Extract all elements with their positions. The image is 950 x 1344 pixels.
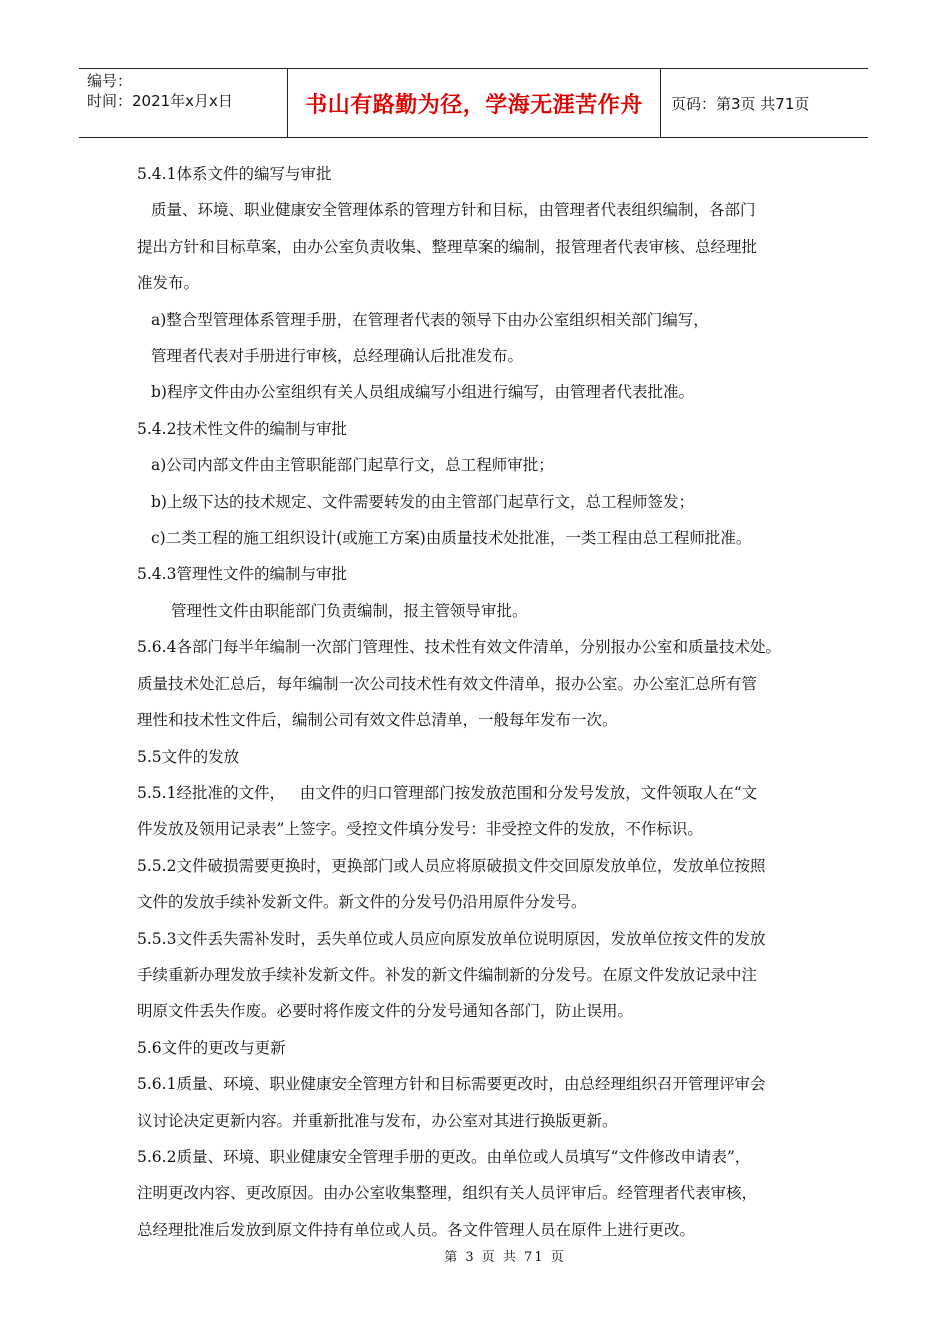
document-body — [137, 156, 817, 1248]
list-item: a)公司内部文件由主管职能部门起草行文，总工程师审批； — [151, 456, 554, 475]
body-line: 议讨论决定更新内容。并重新批准与发布，办公室对其进行换版更新。 — [137, 1111, 618, 1130]
list-item: a)整合型管理体系管理手册，在管理者代表的领导下由办公室组织相关部门编写， — [151, 310, 709, 329]
section-heading: 5.4.2技术性文件的编制与审批 — [137, 419, 347, 438]
page-footer — [0, 1246, 950, 1265]
document-time-label: 时间：2021年x月x日 — [87, 92, 233, 110]
section-heading: 5.5文件的发放 — [137, 747, 240, 766]
body-line: 理性和技术性文件后，编制公司有效文件总清单，一般每年发布一次。 — [137, 711, 618, 730]
section-heading: 5.4.3管理性文件的编制与审批 — [137, 565, 347, 584]
body-line: 5.6.1质量、环境、职业健康安全管理方针和目标需要更改时，由总经理组织召开管理评审会 — [137, 1075, 766, 1094]
header-page-code-cell — [661, 69, 868, 137]
body-line: 5.6.2质量、环境、职业健康安全管理手册的更改。由单位或人员填写“文件修改申请表”， — [137, 1147, 751, 1166]
body-line: 注明更改内容、更改原因。由办公室收集整理，组织有关人员评审后。经管理者代表审核， — [137, 1184, 758, 1203]
body-line: 管理者代表对手册进行审核，总经理确认后批准发布。 — [151, 347, 524, 366]
body-line: 准发布。 — [137, 274, 200, 293]
body-line: 5.5.1经批准的文件， 由文件的归口管理部门按发放范围和分发号发放，文件领取人在“文 — [137, 783, 758, 802]
list-item: b)程序文件由办公室组织有关人员组成编写小组进行编写，由管理者代表批准。 — [151, 383, 694, 402]
body-line: 文件的发放手续补发新文件。新文件的分发号仍沿用原件分发号。 — [137, 893, 587, 912]
body-line: 明原文件丢失作废。必要时将作废文件的分发号通知各部门，防止误用。 — [137, 1002, 634, 1021]
header-page-code: 页码：第3页 共71页 — [671, 94, 810, 113]
body-line: 总经理批准后发放到原文件持有单位或人员。各文件管理人员在原件上进行更改。 — [137, 1220, 696, 1239]
body-line: 5.5.3文件丢失需补发时，丢失单位或人员应向原发放单位说明原因，发放单位按文件的发放 — [137, 929, 766, 948]
header-motto-cell — [288, 69, 661, 137]
body-line: 5.5.2文件破损需要更换时，更换部门或人员应将原破损文件交回原发放单位，发放单位按照 — [137, 856, 766, 875]
page-header — [79, 68, 868, 138]
body-line: 手续重新办理发放手续补发新文件。补发的新文件编制新的分发号。在原文件发放记录中注 — [137, 965, 758, 984]
document-number-label: 编号： — [87, 72, 133, 90]
section-heading: 5.4.1体系文件的编写与审批 — [137, 165, 332, 183]
header-motto: 书山有路勤为径，学海无涯苦作舟 — [305, 92, 643, 118]
list-item: b)上级下达的技术规定、文件需要转发的由主管部门起草行文，总工程师签发； — [151, 492, 694, 511]
body-line: 提出方针和目标草案，由办公室负责收集、整理草案的编制，报管理者代表审核、总经理批 — [137, 237, 758, 256]
section-heading: 5.6文件的更改与更新 — [137, 1038, 286, 1057]
body-line: 件发放及领用记录表”上签字。受控文件填分发号：非受控文件的发放，不作标识。 — [137, 820, 703, 839]
body-line: 质量、环境、职业健康安全管理体系的管理方针和目标，由管理者代表组织编制，各部门 — [151, 201, 756, 220]
body-line: 5.6.4各部门每半年编制一次部门管理性、技术性有效文件清单，分别报办公室和质量技术处。 — [137, 638, 781, 657]
footer-page-number: 第 3 页 共 71 页 — [444, 1250, 566, 1265]
header-left-cell — [79, 69, 288, 137]
body-line: 管理性文件由职能部门负责编制，报主管领导审批。 — [171, 601, 528, 620]
list-item: c)二类工程的施工组织设计(或施工方案)由质量技术处批准，一类工程由总工程师批准。 — [151, 529, 752, 548]
body-line: 质量技术处汇总后，每年编制一次公司技术性有效文件清单，报办公室。办公室汇总所有管 — [137, 674, 758, 693]
